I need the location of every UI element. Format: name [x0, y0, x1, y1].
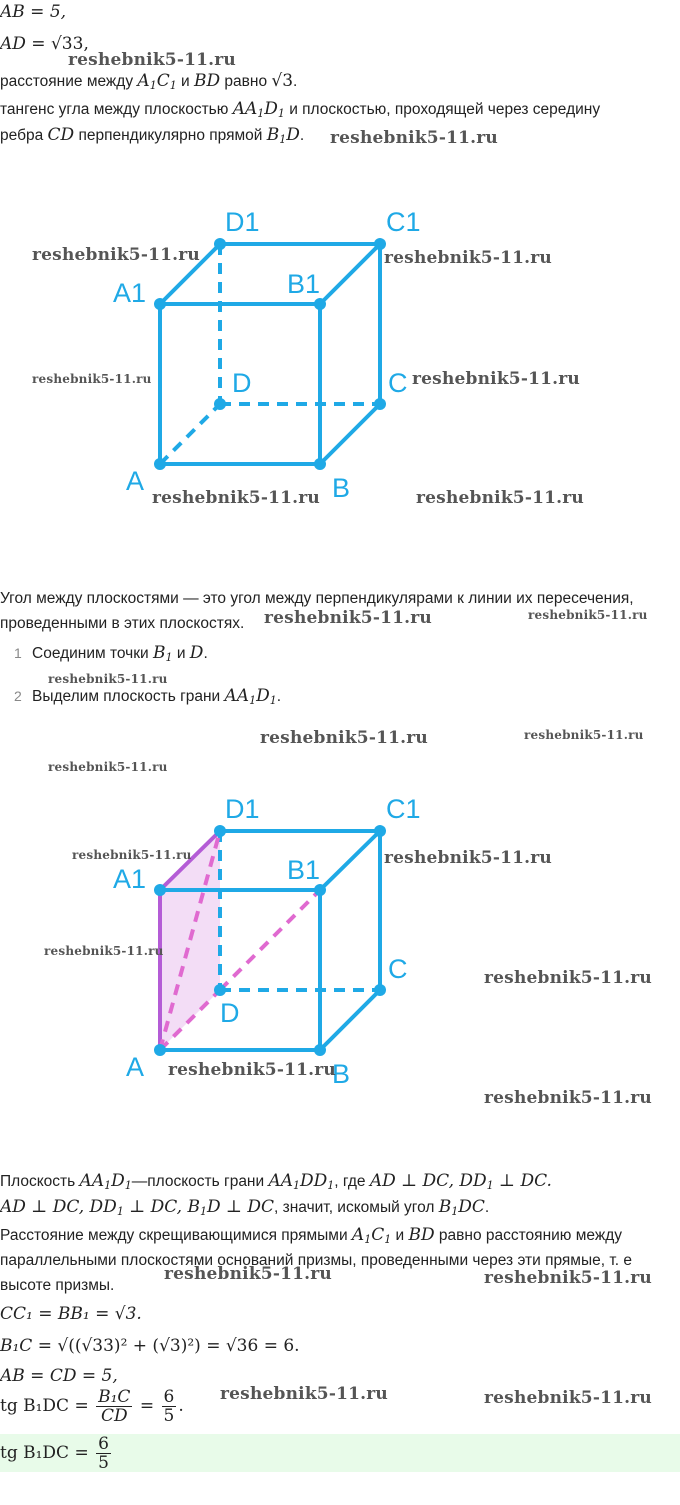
watermark: reshebnik5-11.ru — [330, 128, 498, 148]
text: Соединим точки — [32, 645, 154, 662]
point-c1 — [374, 825, 386, 837]
watermark: reshebnik5-11.ru — [32, 245, 200, 265]
math: AA — [224, 686, 250, 706]
math: C — [156, 71, 170, 91]
point-a1 — [154, 884, 166, 896]
math: √3 — [271, 71, 294, 91]
edge-bc — [320, 404, 380, 464]
watermark: reshebnik5-11.ru — [152, 488, 320, 508]
label-d1: D1 — [225, 794, 260, 824]
step-1-number: 1 — [14, 645, 22, 661]
math-sub: 1 — [327, 1179, 335, 1192]
math: DC — [458, 1197, 485, 1217]
text: . — [203, 645, 208, 662]
text: ребра — [0, 127, 48, 144]
math-sub: 1 — [451, 1205, 459, 1218]
math-root: √((√33)² + (√3)²) — [57, 1336, 201, 1356]
denominator: 5 — [163, 1406, 175, 1426]
text: и плоскостью, проходящей через середину — [284, 101, 601, 118]
watermark: reshebnik5-11.ru — [48, 760, 168, 774]
watermark: reshebnik5-11.ru — [68, 50, 236, 70]
watermark: reshebnik5-11.ru — [484, 1088, 652, 1108]
label-b: B — [332, 473, 351, 503]
definition-line-1: Угол между плоскостями — это угол между перпендикулярами к линии их пересечения, — [0, 590, 634, 607]
edge-ad-hidden — [160, 404, 220, 464]
math-sub: 1 — [124, 1179, 132, 1192]
formula-tangent — [0, 1388, 184, 1425]
label-c1: C1 — [386, 794, 421, 824]
text: —плоскость грани — [131, 1173, 269, 1190]
distance-statement-3: высоте призмы. — [0, 1277, 115, 1294]
point-d1 — [214, 825, 226, 837]
perpendicular-statement — [0, 1194, 489, 1225]
denominator: 5 — [98, 1453, 109, 1473]
formula-b1c — [0, 1336, 300, 1356]
math-sub: 1 — [149, 79, 157, 92]
math-sub: 1 — [165, 651, 173, 664]
text: тангенс угла между плоскостью — [0, 101, 233, 118]
watermark: reshebnik5-11.ru — [524, 728, 644, 742]
math: D — [264, 99, 278, 119]
math: B — [153, 643, 166, 663]
math-sub: 1 — [364, 1233, 372, 1246]
point-c — [374, 984, 386, 996]
text: расстояние между — [0, 73, 138, 90]
math: D — [286, 125, 300, 145]
point-d — [214, 984, 226, 996]
math: AD ⊥ DC, DD — [369, 1171, 487, 1191]
numerator: 6 — [163, 1387, 175, 1407]
watermark: reshebnik5-11.ru — [416, 488, 584, 508]
watermark: reshebnik5-11.ru — [412, 369, 580, 389]
label-d: D — [232, 368, 252, 398]
formula-cc1: CC₁ = BB₁ = √3. — [0, 1304, 142, 1324]
math: BD — [193, 71, 221, 91]
point-d1 — [214, 238, 226, 250]
math-sub: 1 — [293, 1179, 301, 1192]
math-sub: 1 — [116, 1205, 124, 1218]
text: и — [172, 645, 190, 662]
text: Выделим плоскость грани — [32, 688, 225, 705]
edge-b1c1 — [320, 831, 380, 890]
math: D — [256, 686, 270, 706]
text: равно — [220, 73, 272, 90]
text: перпендикулярно прямой — [74, 127, 267, 144]
point-d — [214, 398, 226, 410]
fraction-6-5 — [162, 1388, 177, 1425]
watermark: reshebnik5-11.ru — [220, 1384, 388, 1404]
text: и — [391, 1227, 409, 1244]
math: B₁C = — [0, 1336, 58, 1356]
math-sub: 1 — [269, 694, 277, 707]
definition-line-2: проведенными в этих плоскостях. — [0, 615, 245, 632]
math: D — [111, 1171, 125, 1191]
math: A — [351, 1225, 365, 1245]
point-a — [154, 458, 166, 470]
comma: , — [83, 34, 89, 54]
math-sub: 1 — [279, 133, 287, 146]
formula-ad: AD = — [0, 34, 51, 54]
math: ⊥ DC, B — [123, 1197, 200, 1217]
text: . — [299, 127, 305, 144]
text: . — [484, 1199, 490, 1216]
math-sub: 1 — [257, 107, 265, 120]
math: tg B₁DC = — [0, 1396, 95, 1416]
answer-fraction — [96, 1435, 111, 1472]
point-b1 — [314, 884, 326, 896]
math: CD — [47, 125, 75, 145]
watermark: reshebnik5-11.ru — [44, 944, 164, 958]
label-a1: A1 — [113, 864, 147, 894]
label-a1: A1 — [113, 278, 147, 308]
watermark: reshebnik5-11.ru — [168, 1060, 336, 1080]
math: B — [438, 1197, 452, 1217]
watermark: reshebnik5-11.ru — [484, 1268, 652, 1288]
watermark: reshebnik5-11.ru — [264, 608, 432, 628]
cube-diagram-1 — [0, 0, 680, 560]
text: Расстояние между скрещивающимися прямыми — [0, 1227, 352, 1244]
watermark: reshebnik5-11.ru — [484, 1388, 652, 1408]
math: DD — [300, 1171, 328, 1191]
math: tg B₁DC = — [0, 1443, 95, 1463]
point-b1 — [314, 298, 326, 310]
math: B — [266, 125, 280, 145]
math-sub: 1 — [277, 107, 285, 120]
formula-ab: AB = 5, — [0, 2, 67, 22]
numerator: 6 — [98, 1434, 109, 1454]
formula-ad-value: √33 — [50, 34, 84, 54]
label-c1: C1 — [386, 207, 421, 237]
step-1 — [0, 640, 208, 671]
label-a: A — [126, 1052, 145, 1082]
watermark: reshebnik5-11.ru — [164, 1264, 332, 1284]
label-d1: D1 — [225, 207, 260, 237]
numerator: B₁C — [98, 1387, 131, 1407]
watermark: reshebnik5-11.ru — [384, 248, 552, 268]
answer — [0, 1435, 113, 1472]
point-b — [314, 1044, 326, 1056]
math-sub: 1 — [249, 694, 257, 707]
point-b — [314, 458, 326, 470]
label-c: C — [388, 368, 408, 398]
math: . — [178, 1396, 184, 1416]
math: AD ⊥ DC, DD — [0, 1197, 117, 1217]
math: ⊥ DC. — [493, 1171, 552, 1191]
math: BD — [408, 1225, 435, 1245]
fraction-b1c-cd — [96, 1388, 132, 1425]
denominator: CD — [100, 1406, 128, 1426]
math: C — [371, 1225, 385, 1245]
watermark: reshebnik5-11.ru — [48, 672, 168, 686]
label-c: C — [388, 954, 408, 984]
label-a: A — [126, 466, 145, 496]
watermark: reshebnik5-11.ru — [72, 848, 192, 862]
edge-b1c1 — [320, 244, 380, 304]
math-sub: 1 — [169, 79, 177, 92]
math: = — [134, 1396, 160, 1416]
math-sub: 1 — [104, 1179, 112, 1192]
watermark: reshebnik5-11.ru — [32, 372, 152, 386]
math: A — [137, 71, 150, 91]
watermark: reshebnik5-11.ru — [528, 608, 648, 622]
formula-ab-cd: AB = CD = 5, — [0, 1366, 118, 1386]
math-sub: 1 — [199, 1205, 207, 1218]
math: D ⊥ DC — [206, 1197, 275, 1217]
watermark: reshebnik5-11.ru — [260, 728, 428, 748]
text: Плоскость — [0, 1173, 80, 1190]
math: = √36 = 6. — [200, 1336, 300, 1356]
math-sub: 1 — [384, 1233, 392, 1246]
math: AA — [79, 1171, 105, 1191]
point-a — [154, 1044, 166, 1056]
text: . — [276, 688, 282, 705]
distance-statement-2: параллельными плоскостями оснований призмы, проведенными через эти прямые, т. е — [0, 1252, 632, 1269]
text: равно расстоянию между — [434, 1227, 622, 1244]
math: D — [189, 643, 204, 663]
math-sub: 1 — [486, 1179, 494, 1192]
diagonal-b1d — [220, 890, 320, 990]
label-b1: B1 — [287, 855, 321, 885]
watermark: reshebnik5-11.ru — [384, 848, 552, 868]
point-a1 — [154, 298, 166, 310]
step-2-number: 2 — [14, 688, 22, 704]
math: AA — [268, 1171, 294, 1191]
label-d: D — [220, 998, 240, 1028]
text: , где — [334, 1173, 370, 1190]
text: , значит, искомый угол — [274, 1199, 439, 1216]
label-b: B — [332, 1059, 351, 1089]
point-c — [374, 398, 386, 410]
text: и — [176, 73, 194, 90]
text: . — [293, 73, 298, 90]
label-b1: B1 — [287, 269, 321, 299]
edge-bc — [320, 990, 380, 1050]
math: AA — [232, 99, 258, 119]
watermark: reshebnik5-11.ru — [484, 968, 652, 988]
